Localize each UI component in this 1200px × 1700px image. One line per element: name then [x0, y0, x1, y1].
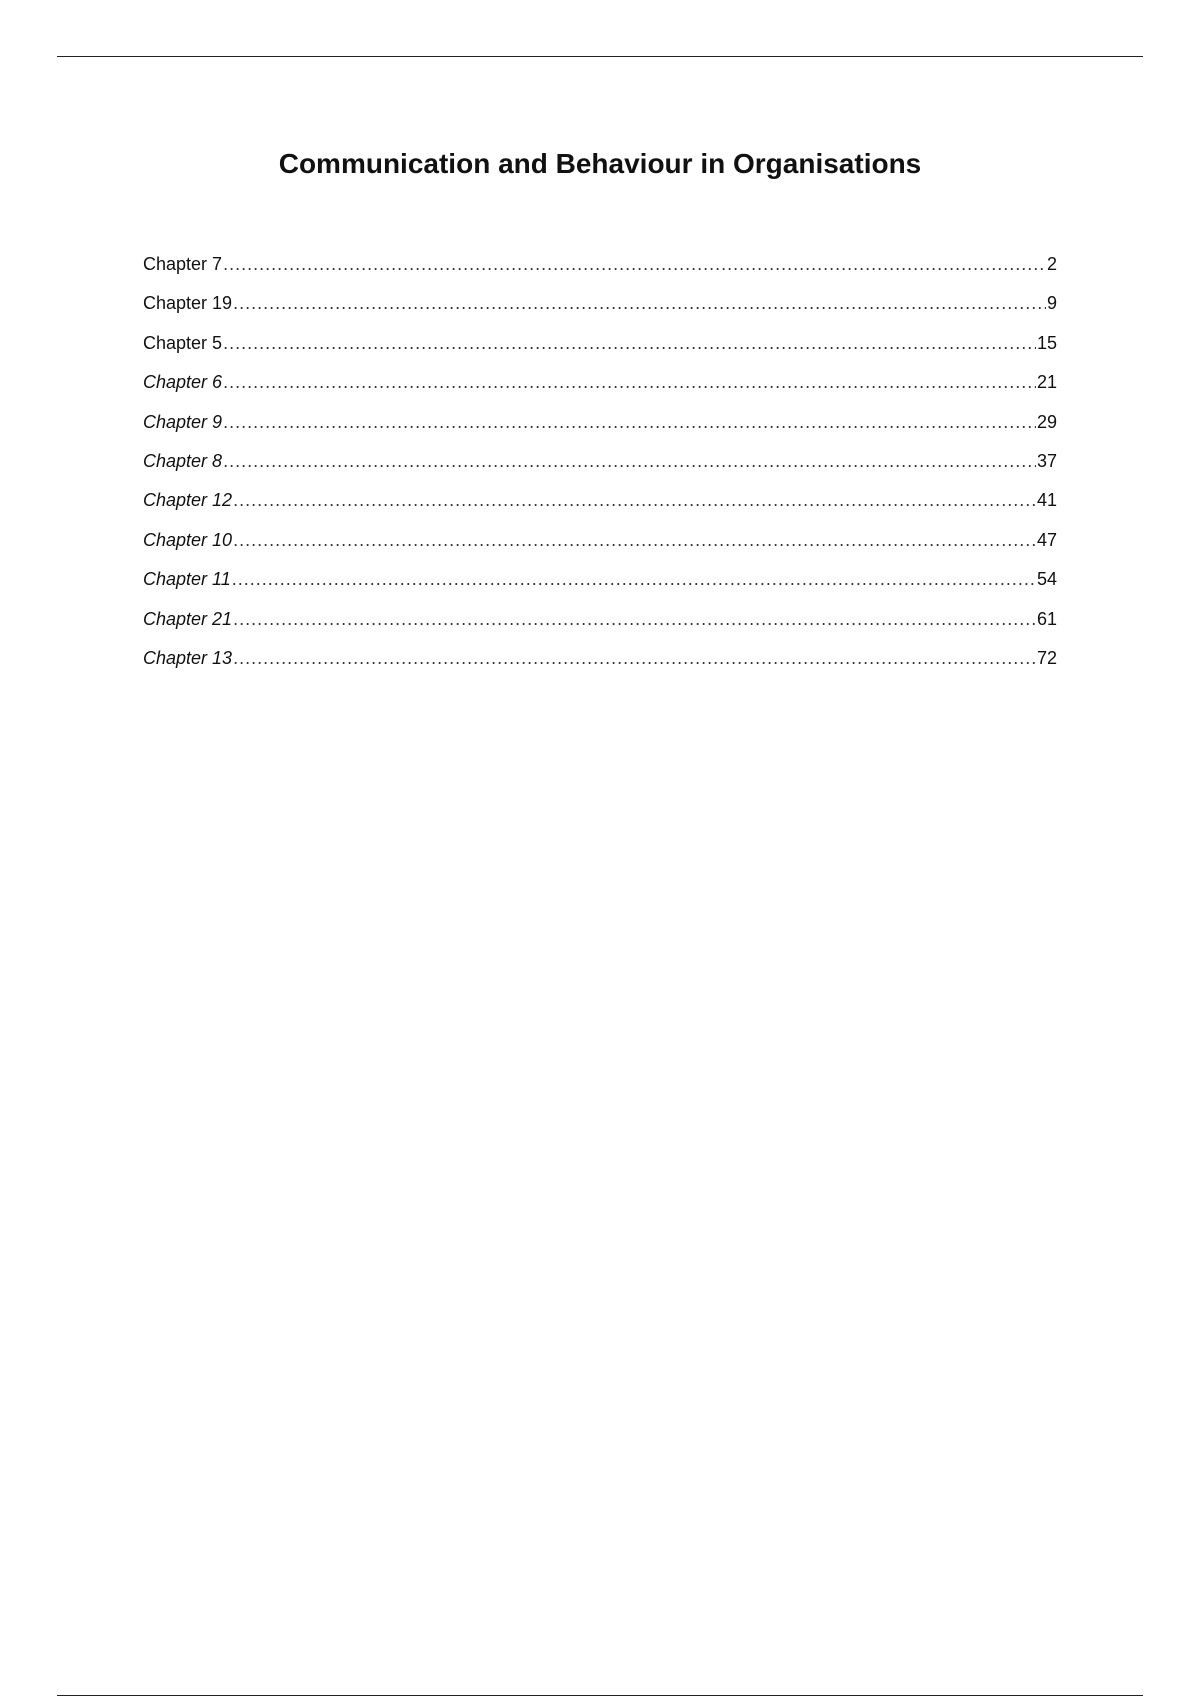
toc-dot-leader — [233, 526, 1036, 554]
toc-entry[interactable] — [143, 329, 1057, 368]
toc-entry-page: 2 — [1046, 254, 1057, 274]
toc-entry-label: Chapter 11 — [143, 569, 231, 590]
footer-rule — [57, 1695, 1143, 1696]
toc-entry-label: Chapter 10 — [143, 529, 233, 550]
toc-dot-leader — [233, 289, 1046, 317]
toc-dot-leader — [233, 486, 1036, 514]
toc-entry-page: 41 — [1036, 490, 1057, 511]
toc-entry-page: 15 — [1036, 332, 1057, 353]
toc-entry[interactable] — [143, 289, 1057, 328]
toc-entry-page: 37 — [1036, 450, 1057, 471]
toc-entry-label: Chapter 6 — [143, 372, 223, 393]
header-rule — [57, 56, 1143, 57]
toc-dot-leader — [223, 447, 1036, 475]
table-of-contents — [143, 250, 1057, 683]
toc-entry-page: 72 — [1036, 647, 1057, 668]
toc-dot-leader — [233, 605, 1036, 633]
toc-entry-page: 54 — [1036, 569, 1057, 590]
toc-dot-leader — [223, 250, 1046, 278]
toc-entry-label: Chapter 7 — [143, 254, 223, 274]
toc-entry-label: Chapter 13 — [143, 647, 233, 668]
toc-entry[interactable] — [143, 368, 1057, 407]
toc-entry-page: 61 — [1036, 608, 1057, 629]
toc-entry-page: 29 — [1036, 411, 1057, 432]
toc-entry[interactable] — [143, 526, 1057, 565]
toc-entry[interactable] — [143, 447, 1057, 486]
toc-entry[interactable] — [143, 565, 1057, 604]
toc-dot-leader — [233, 644, 1036, 672]
toc-dot-leader — [223, 408, 1036, 436]
toc-entry-label: Chapter 21 — [143, 608, 233, 629]
toc-dot-leader — [232, 565, 1036, 593]
toc-entry[interactable] — [143, 486, 1057, 525]
toc-entry-label: Chapter 8 — [143, 450, 223, 471]
toc-entry[interactable] — [143, 250, 1057, 289]
toc-entry-page: 9 — [1046, 293, 1057, 314]
toc-entry-page: 21 — [1036, 372, 1057, 393]
toc-entry[interactable] — [143, 605, 1057, 644]
document-title: Communication and Behaviour in Organisations — [278, 148, 922, 179]
toc-entry-page: 47 — [1036, 529, 1057, 550]
toc-entry-label: Chapter 5 — [143, 332, 223, 353]
toc-dot-leader — [223, 329, 1036, 357]
toc-entry-label: Chapter 19 — [143, 293, 233, 314]
toc-entry[interactable] — [143, 408, 1057, 447]
toc-dot-leader — [223, 368, 1036, 396]
toc-entry[interactable] — [143, 644, 1057, 683]
toc-entry-label: Chapter 9 — [143, 411, 223, 432]
toc-entry-label: Chapter 12 — [143, 490, 233, 511]
